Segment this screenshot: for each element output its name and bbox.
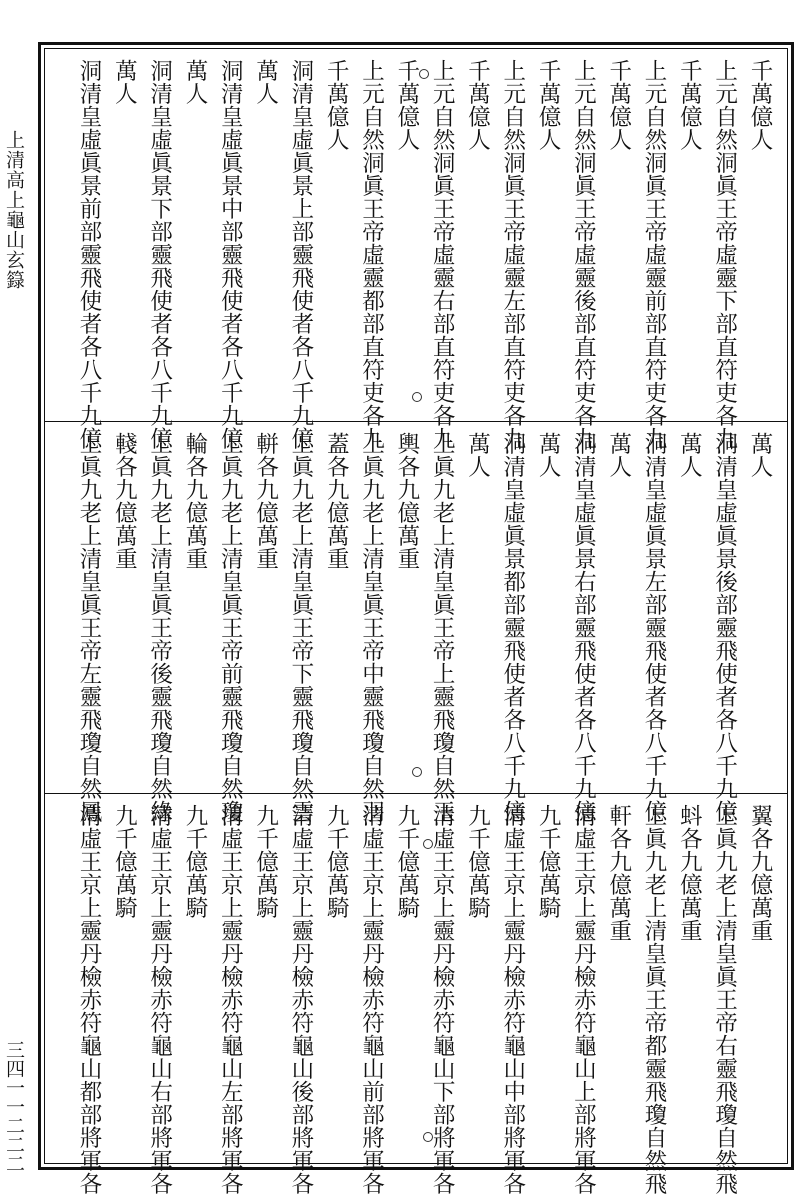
text-column: 清虛王京上靈丹檢赤符龜山都部將軍各 xyxy=(76,804,102,1195)
text-column: 軿各九億萬重 xyxy=(252,432,279,570)
text-column: 萬人 xyxy=(535,432,562,478)
text-column: 清虛王京上靈丹檢赤符龜山下部將軍各 xyxy=(429,804,456,1195)
collation-circle-mark xyxy=(412,392,422,402)
text-column: 輚各九億萬重 xyxy=(111,432,138,570)
text-column: 清虛王京上靈丹檢赤符龜山前部將軍各 xyxy=(358,804,385,1195)
text-column: 洞清皇虛眞景下部靈飛使者各八千九億 xyxy=(146,59,173,450)
collation-circle-mark xyxy=(423,1132,433,1142)
text-column: 上眞九老上清皇眞王帝前靈飛瓊自然瓊 xyxy=(217,432,244,823)
text-column: 上眞九老上清皇眞王帝左靈飛瓊自然鳳 xyxy=(76,432,102,823)
text-column: 上眞九老上清皇眞王帝後靈飛瓊自然綠 xyxy=(146,432,173,823)
column-group xyxy=(75,432,773,823)
text-column: 萬人 xyxy=(111,59,138,105)
text-column: 萬人 xyxy=(676,432,703,478)
text-column: 九千億萬騎 xyxy=(181,804,208,919)
text-column: 軒各九億萬重 xyxy=(605,804,632,942)
text-column: 萬人 xyxy=(181,59,208,105)
text-column: 清虛王京上靈丹檢赤符龜山左部將軍各 xyxy=(217,804,244,1195)
text-register-middle xyxy=(45,421,787,823)
text-column: 千萬億人 xyxy=(605,59,632,151)
text-register-bottom xyxy=(45,793,787,1195)
text-register-top xyxy=(45,49,787,450)
text-column: 洞清皇虛眞景都部靈飛使者各八千九億 xyxy=(499,432,526,823)
text-column: 萬人 xyxy=(464,432,491,478)
text-column: 九千億萬騎 xyxy=(393,804,420,919)
book-title: 上清高上龜山玄籙 xyxy=(3,130,25,290)
text-column: 上元自然洞眞王帝虛靈左部直符吏各九 xyxy=(499,59,526,450)
text-column: 蓋各九億萬重 xyxy=(323,432,350,570)
text-column: 千萬億人 xyxy=(464,59,491,151)
text-column: 洞清皇虛眞景中部靈飛使者各八千九億 xyxy=(217,59,244,450)
text-column: 洞清皇虛眞景上部靈飛使者各八千九億 xyxy=(287,59,314,450)
text-column: 上元自然洞眞王帝虛靈前部直符吏各九 xyxy=(641,59,667,450)
text-column: 上元自然洞眞王帝虛靈都部直符吏各九 xyxy=(358,59,385,450)
text-column: 九千億萬騎 xyxy=(323,804,350,919)
text-column: 千萬億人 xyxy=(746,59,773,151)
text-column: 九千億萬騎 xyxy=(252,804,279,919)
text-column: 九千億萬騎 xyxy=(464,804,491,919)
text-column: 洞清皇虛眞景右部靈飛使者各八千九億 xyxy=(570,432,597,823)
text-column: 上元自然洞眞王帝虛靈右部直符吏各九 xyxy=(429,59,456,450)
text-column: 千萬億人 xyxy=(535,59,562,151)
text-column: 千萬億人 xyxy=(676,59,703,151)
text-column: 萬人 xyxy=(746,432,773,478)
text-column: 清虛王京上靈丹檢赤符龜山右部將軍各 xyxy=(146,804,173,1195)
text-column: 洞清皇虛眞景左部靈飛使者各八千九億 xyxy=(641,432,667,823)
text-column: 上眞九老上清皇眞王帝上靈飛瓊自然玉 xyxy=(429,432,456,823)
column-group xyxy=(75,59,773,450)
text-column: 千萬億人 xyxy=(393,59,420,151)
collation-circle-mark xyxy=(423,839,433,849)
text-column: 上元自然洞眞王帝虛靈下部直符吏各九 xyxy=(711,59,738,450)
text-column: 清虛王京上靈丹檢赤符龜山後部將軍各 xyxy=(287,804,314,1195)
column-group xyxy=(75,804,773,1195)
text-column: 翼各九億萬重 xyxy=(746,804,773,942)
text-column: 萬人 xyxy=(252,59,279,105)
text-column: 九千億萬騎 xyxy=(535,804,562,919)
text-column: 上元自然洞眞王帝虛靈後部直符吏各九 xyxy=(570,59,597,450)
collation-circle-mark xyxy=(412,767,422,777)
text-column: 洞清皇虛眞景後部靈飛使者各八千九億 xyxy=(711,432,738,823)
text-column: 輿各九億萬重 xyxy=(393,432,420,570)
text-column: 千萬億人 xyxy=(323,59,350,151)
text-column: 洞清皇虛眞景前部靈飛使者各八千九億 xyxy=(76,59,102,450)
text-column: 輪各九億萬重 xyxy=(181,432,208,570)
page-frame-inner xyxy=(44,48,788,1195)
collation-circle-mark xyxy=(419,69,429,79)
text-column: 九千億萬騎 xyxy=(111,804,138,919)
text-column: 上眞九老上清皇眞王帝中靈飛瓊自然羽 xyxy=(358,432,385,823)
text-column: 萬人 xyxy=(605,432,632,478)
text-column: 上眞九老上清皇眞王帝下靈飛瓊自然雲 xyxy=(287,432,314,823)
text-column: 清虛王京上靈丹檢赤符龜山上部將軍各 xyxy=(570,804,597,1195)
page-number: 三四一一二二二 xyxy=(3,1040,25,1173)
text-column: 上眞九老上清皇眞王帝右靈飛瓊自然飛 xyxy=(711,804,738,1195)
text-column: 上眞九老上清皇眞王帝都靈飛瓊自然飛 xyxy=(641,804,667,1195)
text-column: 清虛王京上靈丹檢赤符龜山中部將軍各 xyxy=(499,804,526,1195)
text-column: 蚪各九億萬重 xyxy=(676,804,703,942)
